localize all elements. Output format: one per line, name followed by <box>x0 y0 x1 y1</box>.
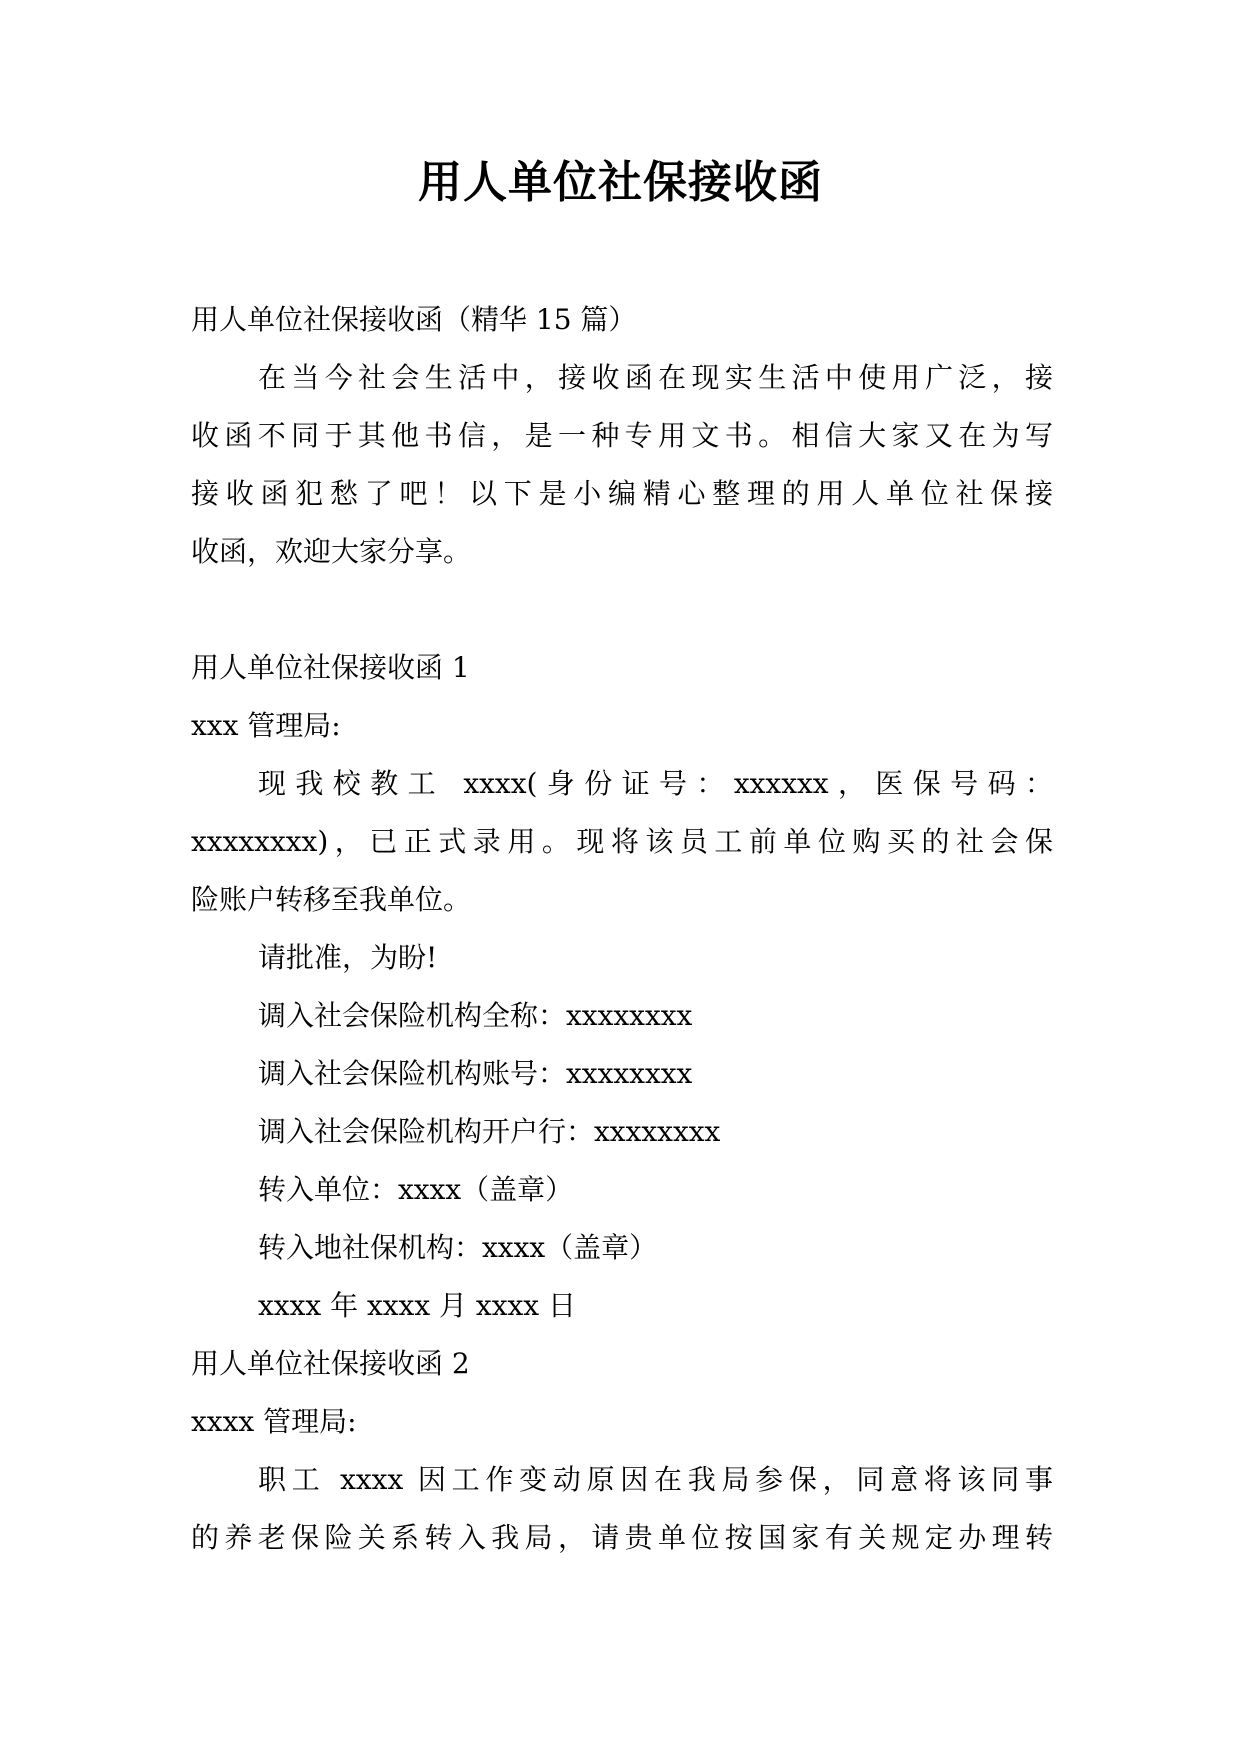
letter-body-line: 险账户转移至我单位。 <box>191 883 472 916</box>
letter-heading: 用人单位社保接收函 1 <box>191 651 470 684</box>
intro-paragraph <box>191 349 1053 581</box>
intro-line: 接收函犯愁了吧！以下是小编精心整理的用人单位社保接 <box>191 477 1053 510</box>
intro-line: 在当今社会生活中，接收函在现实生活中使用广泛，接 <box>258 361 1053 394</box>
document-body <box>191 291 1053 1567</box>
institution-account-field: 调入社会保险机构账号：xxxxxxxx <box>258 1057 693 1090</box>
letter-date: xxxx 年 xxxx 月 xxxx 日 <box>258 1289 576 1322</box>
document-subtitle: 用人单位社保接收函（精华 15 篇） <box>191 303 637 336</box>
letter-heading: 用人单位社保接收函 2 <box>191 1347 470 1380</box>
letter-request: 请批准，为盼! <box>258 941 438 974</box>
receiving-unit-field: 转入单位：xxxx（盖章） <box>258 1173 574 1206</box>
letter-salutation: xxx 管理局: <box>191 709 341 742</box>
letter-2 <box>191 1335 1053 1567</box>
letter-body-line: 的养老保险关系转入我局，请贵单位按国家有关规定办理转 <box>191 1521 1053 1554</box>
receiving-agency-field: 转入地社保机构：xxxx（盖章） <box>258 1231 658 1264</box>
section-spacer <box>191 581 1053 639</box>
letter-body-line: xxxxxxxx)，已正式录用。现将该员工前单位购买的社会保 <box>191 825 1053 858</box>
intro-line: 收函，欢迎大家分享。 <box>191 535 472 568</box>
intro-line: 收函不同于其他书信，是一种专用文书。相信大家又在为写 <box>191 419 1053 452</box>
letter-body-line: 职工 xxxx 因工作变动原因在我局参保，同意将该同事 <box>258 1463 1053 1496</box>
letter-1 <box>191 639 1053 1335</box>
institution-bank-field: 调入社会保险机构开户行：xxxxxxxx <box>258 1115 721 1148</box>
letter-body-line: 现我校教工 xxxx(身份证号：xxxxxx，医保号码： <box>258 767 1053 800</box>
institution-name-field: 调入社会保险机构全称：xxxxxxxx <box>258 999 693 1032</box>
document-title: 用人单位社保接收函 <box>418 157 823 208</box>
letter-salutation: xxxx 管理局: <box>191 1405 357 1438</box>
